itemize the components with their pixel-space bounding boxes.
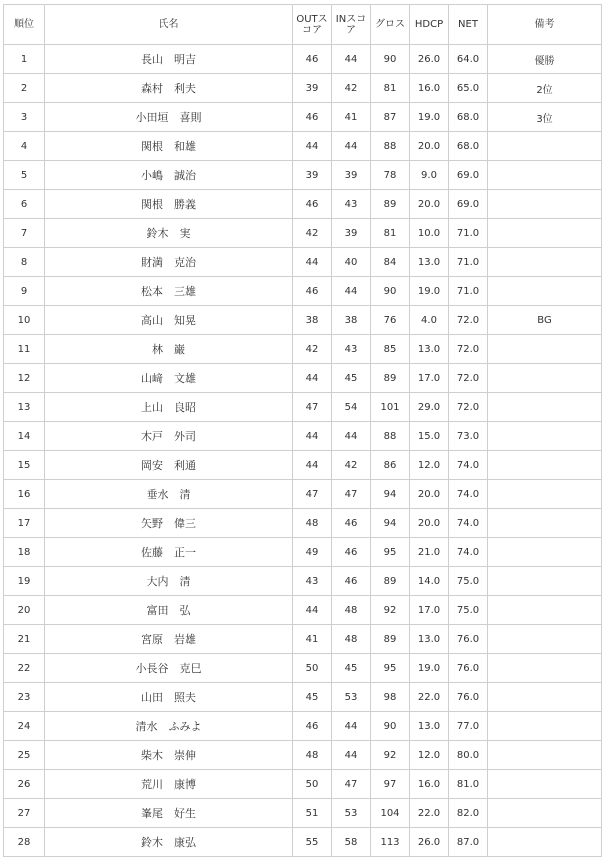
rank-cell: 22: [4, 654, 45, 683]
gross-cell: 94: [371, 480, 410, 509]
gross-cell: 88: [371, 422, 410, 451]
net-cell: 74.0: [449, 509, 488, 538]
note-cell: [488, 277, 602, 306]
hdcp-cell: 26.0: [410, 828, 449, 857]
in-score-cell: 38: [332, 306, 371, 335]
table-header: [4, 5, 602, 45]
table-row: [4, 712, 602, 741]
in-score-cell: 45: [332, 654, 371, 683]
net-cell: 72.0: [449, 335, 488, 364]
in-score-cell: 47: [332, 480, 371, 509]
hdcp-cell: 26.0: [410, 45, 449, 74]
rank-cell: 21: [4, 625, 45, 654]
hdcp-cell: 4.0: [410, 306, 449, 335]
rank-cell: 23: [4, 683, 45, 712]
note-cell: [488, 132, 602, 161]
in-score-cell: 48: [332, 596, 371, 625]
net-cell: 76.0: [449, 654, 488, 683]
out-score-cell: 51: [293, 799, 332, 828]
in-score-cell: 44: [332, 741, 371, 770]
in-score-cell: 44: [332, 132, 371, 161]
gross-cell: 101: [371, 393, 410, 422]
out-score-cell: 44: [293, 248, 332, 277]
rank-cell: 6: [4, 190, 45, 219]
gross-cell: 90: [371, 277, 410, 306]
hdcp-cell: 29.0: [410, 393, 449, 422]
note-cell: [488, 451, 602, 480]
in-score-cell: 46: [332, 509, 371, 538]
table-row: [4, 567, 602, 596]
rank-cell: 4: [4, 132, 45, 161]
gross-cell: 90: [371, 712, 410, 741]
gross-cell: 87: [371, 103, 410, 132]
in-score-cell: 44: [332, 422, 371, 451]
gross-cell: 98: [371, 683, 410, 712]
table-row: [4, 683, 602, 712]
in-score-cell: 44: [332, 45, 371, 74]
net-cell: 68.0: [449, 132, 488, 161]
net-cell: 65.0: [449, 74, 488, 103]
gross-cell: 97: [371, 770, 410, 799]
hdcp-cell: 15.0: [410, 422, 449, 451]
hdcp-cell: 13.0: [410, 625, 449, 654]
hdcp-cell: 21.0: [410, 538, 449, 567]
gross-cell: 85: [371, 335, 410, 364]
gross-cell: 88: [371, 132, 410, 161]
gross-cell: 95: [371, 538, 410, 567]
table-row: [4, 799, 602, 828]
in-score-cell: 46: [332, 567, 371, 596]
in-score-cell: 40: [332, 248, 371, 277]
hdcp-cell: 17.0: [410, 596, 449, 625]
net-cell: 64.0: [449, 45, 488, 74]
hdcp-cell: 14.0: [410, 567, 449, 596]
rank-cell: 13: [4, 393, 45, 422]
note-cell: [488, 625, 602, 654]
note-cell: [488, 219, 602, 248]
hdcp-cell: 20.0: [410, 132, 449, 161]
out-score-cell: 46: [293, 277, 332, 306]
out-score-cell: 39: [293, 161, 332, 190]
rank-cell: 14: [4, 422, 45, 451]
gross-cell: 95: [371, 654, 410, 683]
header-out-score: OUTスコア: [293, 5, 332, 45]
gross-cell: 90: [371, 45, 410, 74]
note-cell: [488, 480, 602, 509]
note-cell: [488, 654, 602, 683]
rank-cell: 28: [4, 828, 45, 857]
name-cell: 峯尾 好生: [45, 799, 293, 828]
in-score-cell: 44: [332, 712, 371, 741]
net-cell: 80.0: [449, 741, 488, 770]
note-cell: [488, 161, 602, 190]
name-cell: 関根 勝義: [45, 190, 293, 219]
name-cell: 宮原 岩雄: [45, 625, 293, 654]
table-row: [4, 248, 602, 277]
net-cell: 75.0: [449, 596, 488, 625]
note-cell: [488, 596, 602, 625]
name-cell: 矢野 偉三: [45, 509, 293, 538]
rank-cell: 2: [4, 74, 45, 103]
rank-cell: 3: [4, 103, 45, 132]
out-score-cell: 39: [293, 74, 332, 103]
rank-cell: 12: [4, 364, 45, 393]
header-in-score: INスコア: [332, 5, 371, 45]
hdcp-cell: 19.0: [410, 103, 449, 132]
rank-cell: 9: [4, 277, 45, 306]
table-row: [4, 393, 602, 422]
note-cell: [488, 364, 602, 393]
out-score-cell: 48: [293, 509, 332, 538]
hdcp-cell: 22.0: [410, 799, 449, 828]
out-score-cell: 55: [293, 828, 332, 857]
hdcp-cell: 12.0: [410, 741, 449, 770]
header-row: [4, 5, 602, 45]
in-score-cell: 58: [332, 828, 371, 857]
name-cell: 山﨑 文雄: [45, 364, 293, 393]
hdcp-cell: 12.0: [410, 451, 449, 480]
out-score-cell: 42: [293, 219, 332, 248]
out-score-cell: 46: [293, 103, 332, 132]
name-cell: 上山 良昭: [45, 393, 293, 422]
out-score-cell: 47: [293, 480, 332, 509]
hdcp-cell: 13.0: [410, 712, 449, 741]
name-cell: 鈴木 康弘: [45, 828, 293, 857]
name-cell: 山田 照夫: [45, 683, 293, 712]
hdcp-cell: 17.0: [410, 364, 449, 393]
table-row: [4, 161, 602, 190]
hdcp-cell: 20.0: [410, 190, 449, 219]
in-score-cell: 42: [332, 451, 371, 480]
in-score-cell: 47: [332, 770, 371, 799]
name-cell: 垂水 清: [45, 480, 293, 509]
name-cell: 木戸 外司: [45, 422, 293, 451]
net-cell: 74.0: [449, 538, 488, 567]
table-row: [4, 509, 602, 538]
hdcp-cell: 16.0: [410, 770, 449, 799]
name-cell: 佐藤 正一: [45, 538, 293, 567]
table-row: [4, 538, 602, 567]
net-cell: 71.0: [449, 248, 488, 277]
net-cell: 72.0: [449, 306, 488, 335]
rank-cell: 10: [4, 306, 45, 335]
in-score-cell: 39: [332, 219, 371, 248]
table-row: [4, 654, 602, 683]
rank-cell: 11: [4, 335, 45, 364]
rank-cell: 26: [4, 770, 45, 799]
note-cell: 優勝: [488, 45, 602, 74]
hdcp-cell: 10.0: [410, 219, 449, 248]
net-cell: 72.0: [449, 364, 488, 393]
net-cell: 76.0: [449, 683, 488, 712]
rank-cell: 20: [4, 596, 45, 625]
note-cell: BG: [488, 306, 602, 335]
in-score-cell: 46: [332, 538, 371, 567]
header-gross: グロス: [371, 5, 410, 45]
note-cell: [488, 567, 602, 596]
rank-cell: 16: [4, 480, 45, 509]
gross-cell: 76: [371, 306, 410, 335]
net-cell: 75.0: [449, 567, 488, 596]
net-cell: 82.0: [449, 799, 488, 828]
net-cell: 77.0: [449, 712, 488, 741]
net-cell: 71.0: [449, 277, 488, 306]
in-score-cell: 44: [332, 277, 371, 306]
in-score-cell: 43: [332, 190, 371, 219]
name-cell: 小田垣 喜則: [45, 103, 293, 132]
out-score-cell: 44: [293, 364, 332, 393]
rank-cell: 5: [4, 161, 45, 190]
net-cell: 69.0: [449, 161, 488, 190]
table-row: [4, 828, 602, 857]
rank-cell: 15: [4, 451, 45, 480]
out-score-cell: 38: [293, 306, 332, 335]
hdcp-cell: 9.0: [410, 161, 449, 190]
net-cell: 71.0: [449, 219, 488, 248]
out-score-cell: 44: [293, 422, 332, 451]
name-cell: 小長谷 克巳: [45, 654, 293, 683]
note-cell: [488, 393, 602, 422]
table-row: [4, 770, 602, 799]
gross-cell: 89: [371, 364, 410, 393]
name-cell: 森村 利夫: [45, 74, 293, 103]
out-score-cell: 50: [293, 770, 332, 799]
note-cell: [488, 190, 602, 219]
name-cell: 高山 知晃: [45, 306, 293, 335]
table-row: [4, 364, 602, 393]
note-cell: [488, 741, 602, 770]
hdcp-cell: 13.0: [410, 248, 449, 277]
in-score-cell: 48: [332, 625, 371, 654]
note-cell: 3位: [488, 103, 602, 132]
name-cell: 岡安 利通: [45, 451, 293, 480]
out-score-cell: 50: [293, 654, 332, 683]
gross-cell: 84: [371, 248, 410, 277]
in-score-cell: 54: [332, 393, 371, 422]
table-row: [4, 277, 602, 306]
out-score-cell: 45: [293, 683, 332, 712]
name-cell: 清水 ふみよ: [45, 712, 293, 741]
header-net: NET: [449, 5, 488, 45]
hdcp-cell: 13.0: [410, 335, 449, 364]
table-row: [4, 625, 602, 654]
gross-cell: 89: [371, 625, 410, 654]
gross-cell: 81: [371, 219, 410, 248]
out-score-cell: 41: [293, 625, 332, 654]
note-cell: [488, 509, 602, 538]
net-cell: 69.0: [449, 190, 488, 219]
note-cell: [488, 712, 602, 741]
net-cell: 81.0: [449, 770, 488, 799]
table-row: [4, 103, 602, 132]
in-score-cell: 53: [332, 683, 371, 712]
net-cell: 74.0: [449, 451, 488, 480]
out-score-cell: 42: [293, 335, 332, 364]
name-cell: 荒川 康博: [45, 770, 293, 799]
name-cell: 柴木 崇伸: [45, 741, 293, 770]
table-row: [4, 306, 602, 335]
table-body: [4, 45, 602, 857]
note-cell: [488, 538, 602, 567]
hdcp-cell: 20.0: [410, 509, 449, 538]
out-score-cell: 47: [293, 393, 332, 422]
rank-cell: 17: [4, 509, 45, 538]
in-score-cell: 42: [332, 74, 371, 103]
net-cell: 76.0: [449, 625, 488, 654]
note-cell: [488, 828, 602, 857]
gross-cell: 81: [371, 74, 410, 103]
out-score-cell: 46: [293, 45, 332, 74]
rank-cell: 25: [4, 741, 45, 770]
rank-cell: 7: [4, 219, 45, 248]
net-cell: 68.0: [449, 103, 488, 132]
rank-cell: 27: [4, 799, 45, 828]
out-score-cell: 48: [293, 741, 332, 770]
name-cell: 小嶋 誠治: [45, 161, 293, 190]
table-row: [4, 190, 602, 219]
hdcp-cell: 16.0: [410, 74, 449, 103]
gross-cell: 89: [371, 190, 410, 219]
name-cell: 関根 和雄: [45, 132, 293, 161]
net-cell: 74.0: [449, 480, 488, 509]
rank-cell: 8: [4, 248, 45, 277]
name-cell: 林 巌: [45, 335, 293, 364]
gross-cell: 113: [371, 828, 410, 857]
results-table: [3, 4, 602, 857]
header-rank: 順位: [4, 5, 45, 45]
table-row: [4, 219, 602, 248]
in-score-cell: 53: [332, 799, 371, 828]
name-cell: 鈴木 実: [45, 219, 293, 248]
gross-cell: 104: [371, 799, 410, 828]
in-score-cell: 43: [332, 335, 371, 364]
gross-cell: 94: [371, 509, 410, 538]
header-note: 備考: [488, 5, 602, 45]
hdcp-cell: 20.0: [410, 480, 449, 509]
rank-cell: 24: [4, 712, 45, 741]
note-cell: [488, 683, 602, 712]
name-cell: 松本 三雄: [45, 277, 293, 306]
gross-cell: 86: [371, 451, 410, 480]
table-row: [4, 422, 602, 451]
net-cell: 72.0: [449, 393, 488, 422]
in-score-cell: 45: [332, 364, 371, 393]
gross-cell: 92: [371, 596, 410, 625]
out-score-cell: 49: [293, 538, 332, 567]
gross-cell: 89: [371, 567, 410, 596]
note-cell: [488, 799, 602, 828]
hdcp-cell: 22.0: [410, 683, 449, 712]
rank-cell: 1: [4, 45, 45, 74]
header-name: 氏名: [45, 5, 293, 45]
gross-cell: 92: [371, 741, 410, 770]
out-score-cell: 46: [293, 712, 332, 741]
out-score-cell: 44: [293, 451, 332, 480]
note-cell: [488, 422, 602, 451]
out-score-cell: 44: [293, 132, 332, 161]
table-row: [4, 741, 602, 770]
net-cell: 73.0: [449, 422, 488, 451]
name-cell: 長山 明吉: [45, 45, 293, 74]
note-cell: [488, 770, 602, 799]
name-cell: 大内 清: [45, 567, 293, 596]
table-row: [4, 596, 602, 625]
out-score-cell: 46: [293, 190, 332, 219]
hdcp-cell: 19.0: [410, 654, 449, 683]
table-row: [4, 74, 602, 103]
in-score-cell: 39: [332, 161, 371, 190]
note-cell: 2位: [488, 74, 602, 103]
header-hdcp: HDCP: [410, 5, 449, 45]
table-row: [4, 451, 602, 480]
hdcp-cell: 19.0: [410, 277, 449, 306]
note-cell: [488, 335, 602, 364]
name-cell: 財満 克治: [45, 248, 293, 277]
table-row: [4, 335, 602, 364]
rank-cell: 18: [4, 538, 45, 567]
gross-cell: 78: [371, 161, 410, 190]
in-score-cell: 41: [332, 103, 371, 132]
table-row: [4, 45, 602, 74]
table-row: [4, 480, 602, 509]
out-score-cell: 43: [293, 567, 332, 596]
note-cell: [488, 248, 602, 277]
net-cell: 87.0: [449, 828, 488, 857]
rank-cell: 19: [4, 567, 45, 596]
out-score-cell: 44: [293, 596, 332, 625]
name-cell: 富田 弘: [45, 596, 293, 625]
table-row: [4, 132, 602, 161]
